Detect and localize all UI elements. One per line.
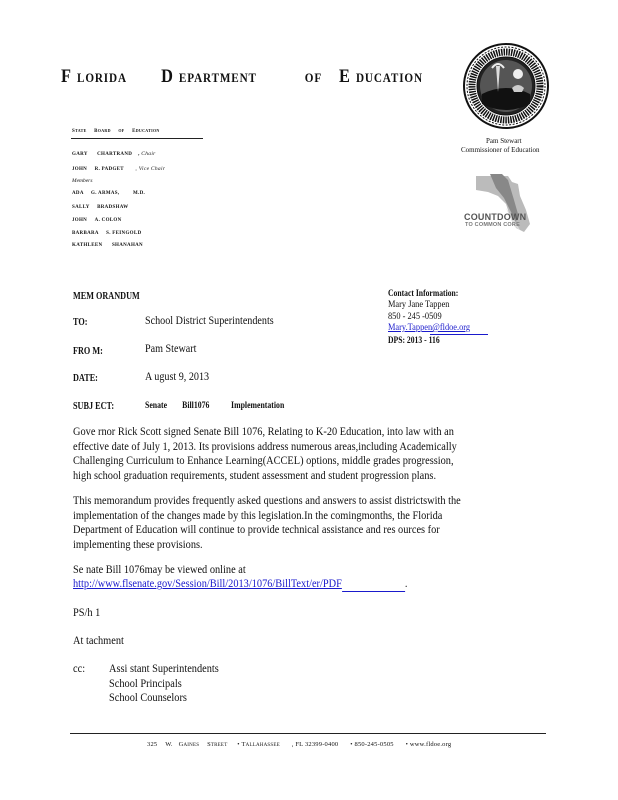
- board-name-part: G. ARMAS,: [91, 191, 120, 196]
- paragraph-line: This memorandum provides frequently asked questions and answers to assist districtswith the: [73, 495, 461, 507]
- viewing-line: Se nate Bill 1076may be viewed online at: [73, 564, 246, 576]
- board-heading-part: B: [94, 129, 98, 134]
- subject-label: SUBJ ECT:: [73, 401, 115, 412]
- board-name-part: JOHN: [72, 218, 88, 223]
- footer-bullet: •: [350, 741, 353, 748]
- cc-list: [109, 662, 219, 706]
- url-underline-tail: [342, 580, 405, 592]
- contact-name: Mary Jane Tappen: [388, 300, 450, 310]
- board-name-part: BRADSHAW: [97, 205, 129, 210]
- footer-divider: [70, 733, 546, 734]
- board-chair: [72, 151, 156, 157]
- bill-url-row: [73, 577, 407, 592]
- to-value: School District Superintendents: [145, 315, 274, 327]
- contact-email-link[interactable]: Mary.Tappen@fldoe.org: [388, 323, 471, 333]
- dps-number: DPS: 2013 - 116: [388, 335, 440, 345]
- board-heading-part: TATE: [75, 128, 87, 133]
- board-name-part: KATHLEEN: [72, 243, 103, 248]
- board-role: Chair: [150, 166, 166, 172]
- cc-item: School Principals: [109, 677, 182, 690]
- paragraph-line: implementing these provisions.: [73, 538, 203, 551]
- board-divider: [71, 138, 203, 139]
- board-member: [72, 205, 128, 210]
- title-initial: F: [61, 66, 72, 87]
- paragraph-line: effective date of July 1, 2013. Its provisions address numerous areas,including Academically: [73, 440, 457, 453]
- board-vice-chair: [72, 166, 165, 172]
- board-name-part: SALLY: [72, 205, 90, 210]
- commissioner-title: Commissioner of Education: [461, 146, 540, 154]
- board-name-part: R. PADGET: [94, 167, 124, 172]
- countdown-logo: [462, 170, 534, 238]
- to-label: TO:: [73, 317, 88, 328]
- title-word: EPARTMENT: [178, 70, 257, 85]
- board-member: [72, 218, 122, 223]
- board-heading: [72, 128, 160, 134]
- footer-bullet: •: [405, 741, 409, 748]
- board-name-part: JOHN: [72, 167, 88, 172]
- paragraph-2: [73, 494, 461, 552]
- board-member: [72, 231, 141, 236]
- footer-address: [147, 741, 451, 748]
- board-name-part: GARY: [72, 152, 88, 157]
- paragraph-1: [73, 425, 457, 483]
- title-word: DUCATION: [355, 70, 423, 85]
- paragraph-line: implementation of the changes made by this legislation.In the comingmonths, the Florida: [73, 509, 443, 522]
- bill-url-link[interactable]: http://www.flsenate.gov/Session/Bill/2013/1076/BillText/er/PDF: [73, 578, 342, 590]
- subject-word: Implementation: [231, 401, 285, 411]
- subject-word: Senate: [145, 401, 168, 411]
- state-seal-icon: [462, 42, 550, 130]
- contact-label: Contact Information:: [388, 288, 459, 298]
- board-heading-part: E: [132, 129, 136, 134]
- board-heading-part: S: [72, 129, 76, 134]
- board-heading-part: DUCATION: [135, 128, 160, 133]
- footer-part: ALLAHASSEE: [245, 743, 280, 748]
- date-value: A ugust 9, 2013: [145, 371, 210, 383]
- board-name-part: BARBARA: [72, 231, 99, 236]
- from-label: FRO M:: [73, 346, 103, 357]
- title-initial: D: [161, 66, 174, 87]
- board-role: Chair: [141, 151, 156, 157]
- footer-part: , FL 32399-0400: [291, 741, 339, 748]
- title-word: LORIDA: [77, 70, 127, 85]
- footer-part: S: [207, 741, 211, 748]
- commissioner-name: Pam Stewart: [486, 137, 522, 145]
- title-word: OF: [304, 70, 323, 85]
- countdown-logo-line2: TO COMMON CORE: [465, 222, 520, 228]
- paragraph-line: Department of Education will continue to provide technical assistance and res ources for: [73, 524, 440, 537]
- board-heading-part: OF: [118, 128, 125, 133]
- from-value: Pam Stewart: [145, 343, 197, 355]
- subject-word: Bill1076: [182, 401, 210, 411]
- paragraph-line: high school graduation requirements, student assessment and student progression plans.: [73, 469, 437, 482]
- board-heading-part: OARD: [97, 128, 111, 133]
- initials: PS/h 1: [73, 607, 101, 619]
- board-member: [72, 243, 143, 248]
- board-role: , Vice: [135, 166, 150, 172]
- title-initial: E: [339, 66, 351, 87]
- board-name-part: CHARTRAND: [97, 152, 133, 157]
- board-name-part: ADA: [72, 191, 84, 196]
- cc-item: Assi stant Superintendents: [109, 663, 219, 675]
- board-name-part: ,: [138, 152, 140, 157]
- footer-part: G: [178, 741, 184, 748]
- footer-part: 325: [147, 741, 158, 748]
- board-members-label: Members: [72, 178, 93, 184]
- footer-part: W.: [165, 741, 173, 748]
- subject-value: [145, 401, 284, 411]
- date-label: DATE:: [73, 373, 98, 384]
- board-name-part: SHANAHAN: [111, 243, 143, 248]
- page-title: [61, 66, 423, 88]
- footer-part: TREET: [210, 743, 228, 748]
- paragraph-line: Challenging Curriculum to Enhance Learning(ACCEL) options, middle grades progression,: [73, 455, 454, 468]
- footer-phone: 850-245-0505: [354, 741, 394, 748]
- footer-part: T: [241, 741, 246, 748]
- board-name-part: S. FEINGOLD: [106, 231, 142, 236]
- contact-phone: 850 - 245 -0509: [388, 312, 442, 322]
- board-name-part: M.D.: [133, 191, 146, 196]
- footer-website[interactable]: www.fldoe.org: [409, 741, 452, 748]
- board-member: [72, 191, 145, 196]
- paragraph-line: Gove rnor Rick Scott signed Senate Bill 1076, Relating to K-20 Education, into law with an: [73, 426, 454, 438]
- footer-bullet: •: [237, 741, 240, 748]
- countdown-logo-line1: COUNTDOWN: [464, 212, 527, 222]
- attachment-label: At tachment: [73, 635, 124, 647]
- board-name-part: A. COLON: [94, 218, 122, 223]
- cc-item: School Counselors: [109, 692, 187, 705]
- memo-title: MEM ORANDUM: [73, 291, 140, 302]
- cc-label: cc:: [73, 663, 86, 675]
- url-period: .: [404, 578, 408, 590]
- footer-part: AINES: [183, 743, 200, 748]
